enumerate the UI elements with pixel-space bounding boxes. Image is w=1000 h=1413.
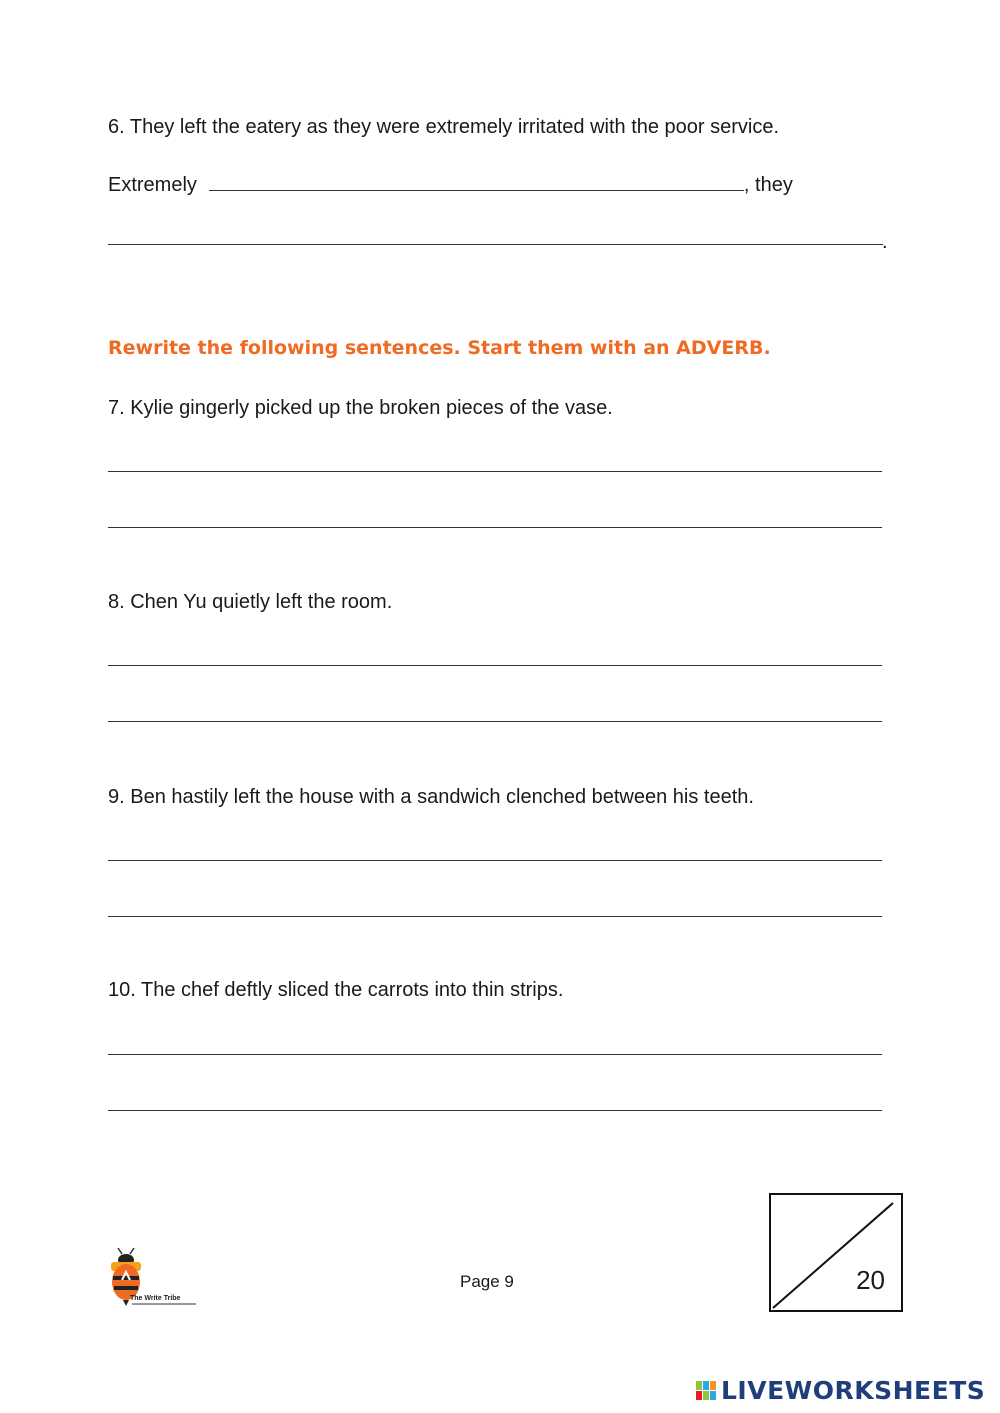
liveworksheets-brand (696, 1376, 985, 1405)
liveworksheets-wordmark: LIVEWORKSHEETS (721, 1376, 986, 1405)
question-9-prompt: 9. Ben hastily left the house with a sandwich clenched between his teeth. (108, 786, 754, 808)
write-tribe-caption: The Write Tribe (130, 1295, 181, 1302)
write-tribe-logo (108, 1248, 198, 1308)
page-number: Page 9 (460, 1272, 514, 1291)
question-8-prompt: 8. Chen Yu quietly left the room. (108, 591, 393, 613)
answer-line-6b[interactable] (108, 244, 883, 245)
starter-mid-word: , they (743, 174, 793, 196)
answer-line-9a[interactable] (108, 860, 882, 861)
answer-blank-6a[interactable] (209, 172, 744, 191)
liveworksheets-icon (696, 1378, 718, 1398)
question-6-prompt: 6. They left the eatery as they were extremely irritated with the poor service. (108, 116, 780, 138)
score-total: 20 (856, 1265, 885, 1295)
answer-line-8b[interactable] (108, 721, 882, 722)
score-box (769, 1193, 903, 1312)
answer-line-7a[interactable] (108, 471, 882, 472)
instruction-heading: Rewrite the following sentences. Start them with an ADVERB. (108, 337, 771, 359)
answer-line-9b[interactable] (108, 916, 882, 917)
question-10-prompt: 10. The chef deftly sliced the carrots into thin strips. (108, 979, 564, 1001)
answer-line-7b[interactable] (108, 527, 882, 528)
question-6-starter (108, 172, 793, 197)
question-7-prompt: 7. Kylie gingerly picked up the broken pieces of the vase. (108, 397, 613, 419)
answer-line-10a[interactable] (108, 1054, 882, 1055)
answer-line-10b[interactable] (108, 1110, 882, 1111)
question-6-period: . (882, 231, 888, 253)
starter-word: Extremely (108, 174, 197, 196)
answer-line-8a[interactable] (108, 665, 882, 666)
